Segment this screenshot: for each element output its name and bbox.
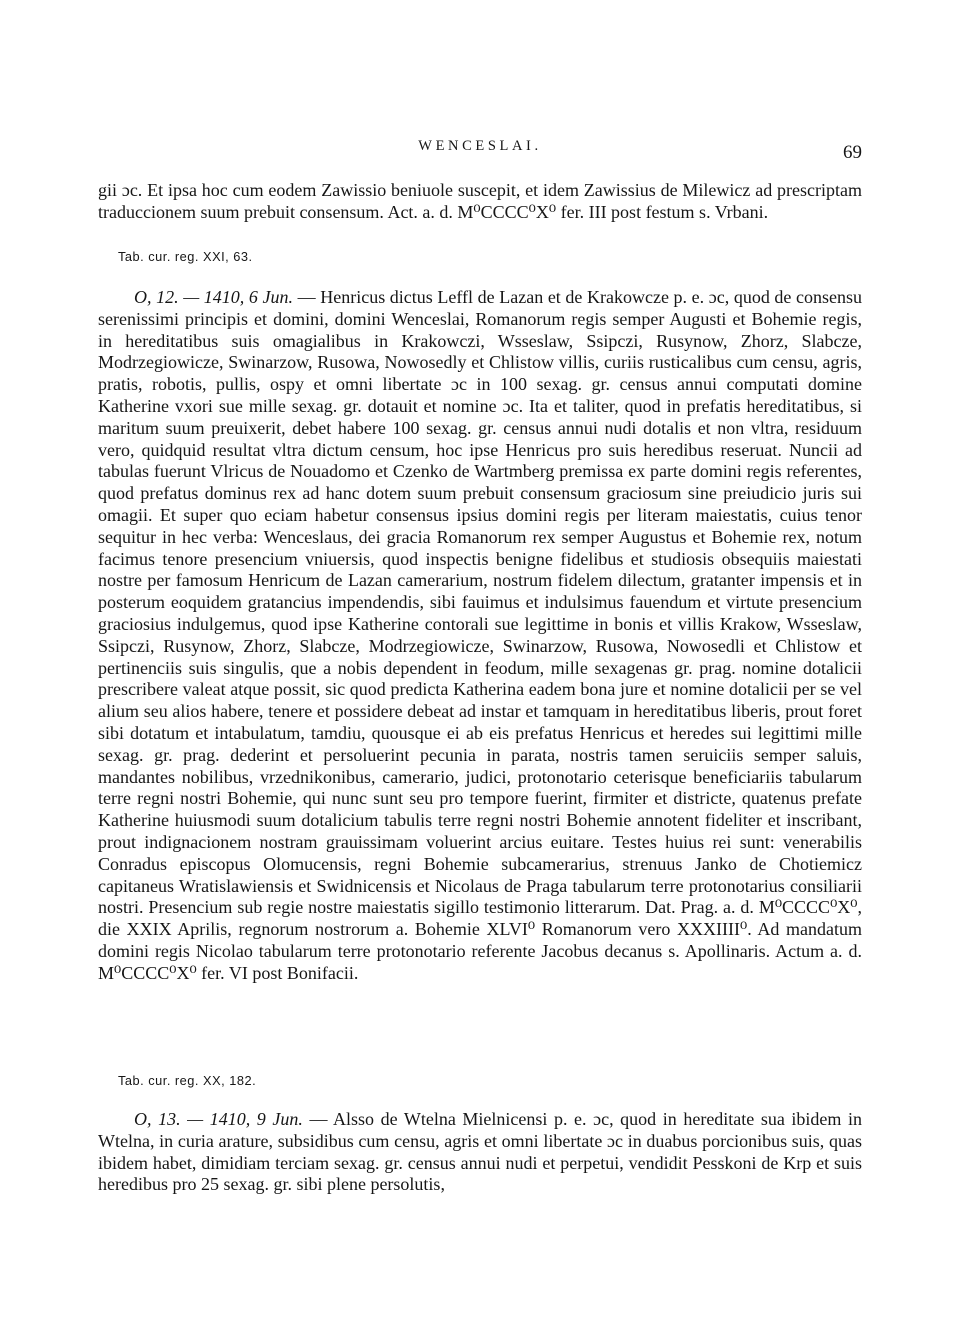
- entry-o13-paragraph: [98, 1109, 862, 1196]
- page-number: 69: [843, 142, 862, 163]
- entry-o12-paragraph: [98, 287, 862, 985]
- continuation-paragraph: [98, 180, 862, 224]
- entry-o12: [98, 287, 862, 985]
- entry-o13-reference: O, 13. — 1410, 9 Jun.: [134, 1109, 303, 1129]
- entry-o12-text: — Henricus dictus Leffl de Lazan et de Krakowcze p. e. ɔc, quod de consensu serenissimi principis et domini, domini Wenceslai, Romanorum regis semper Augusti et Bohemie regis, in hereditatibus suis omagialibus in Krakowczi, Wsseslaw, Ssipczi, Rusynow, Zhorz, Slabcze, Modrzegiowicze, Swinarzow, Rusowa, Nowosedly et Chlistow villis, curiis rusticalibus cum censu, agris, pratis, robotis, pullis, ospy et omni libertate ɔc in 100 sexag. gr. census annui computati domine Katherine vxori sue mille sexag. gr. dotauit et nomine ɔc. Ita et taliter, quod in prefatis hereditatibus, si maritum suum preuixerit, debet habere 100 sexag. gr. census annui nudi dotalis et non vltra, residuum vero, quidquid resultat vltra dictum censum, hoc ipse Henricus pro suis heredibus reseruat. Nuncii ad tabulas fuerunt Vlricus de Nouadomo et Czenko de Wartmberg premissa ex parte domini regis referentes, quod prefatus dominus rex ad hanc dotem suum prebuit consensum graciosum sine preiudicio juris sui omagii. Et super quo eciam habetur consensus ipsius domini regis per literam maiestatis, cuius tenor sequitur in hec verba: Wenceslaus, dei gracia Romanorum rex semper Augustus et Bohemie rex, notum facimus tenore presencium vniuersis, quod inspectis benigne fidelibus et studiosis obsequiis maiestati nostre per famosum Henricum de Lazan camerarium, nostrum fidelem dilectum, gratanter impensis et in posterum eoquidem gratancius impendendis, sibi fauimus et indulsimus fauendum et virtute presencium graciosius indulgemus, quod ipse Katherine contorali sue legittime in bonis et villis Krakow, Wsseslaw, Ssipczi, Rusynow, Zhorz, Slabcze, Modrzegiowicze, Swinarzow, Rusowa, Nowosedli et Chlistow et pertinenciis suis singulis, que a nobis dependent in feodum, mille sexagenas gr. prag. nomine dotalicii prescribere valeat atque possit, sic quod predicta Katherina eadem bona jure et nomine dotalicii per se vel alium seu alios habere, tenere et possidere debeat ad instar et tamquam in hereditatibus liberis, prout foret sibi dotatum et intabulatum, tamdiu, quousque ei ab eis prefatus Henricus et heredes sui legittimi mille sexag. gr. prag. dederint et persoluerint pecunia in parata, nostris tamen seruiciis semper saluis, mandantes nobilibus, vrzednikonibus, camerario, judici, protonotario ceterisque beneficiariis tabularum terre regni nostri Bohemie, qui nunc sunt seu pro tempore fuerint, firmiter et districte, quatenus prefate Katherine huiusmodi suum dotalicium tabulis terre regni nostri Bohemie annotent fideliter et inscribant, prout indignacionem nostram grauissimam voluerint arcius euitare. Testes huius rei sunt: venerabilis Conradus episcopus Olomucensis, regni Bohemie subcamerarius, strenuus Janko de Chotiemicz capitaneus Wratislawiensis et Swidnicensis et Nicolaus de Praga tabularum terre protonotarius consiliarii nostri. Presencium sub regie nostre maiestatis sigillo testimonio litterarum. Dat. Prag. a. d. M⁰CCCC⁰X⁰, die XXIX Aprilis, regnorum nostrorum a. Bohemie XLVI⁰ Romanorum vero XXXIIII⁰. Ad mandatum domini regis Nicolao tabularum terre protonotario referente Jacobus decanus s. Apollinaris. Actum a. d. M⁰CCCC⁰X⁰ fer. VI post Bonifacii.: [98, 287, 863, 983]
- entry-o13: [98, 1109, 862, 1196]
- entry-o12-source: Tab. cur. reg. XX, 182.: [118, 1073, 257, 1088]
- entry-o13-text: — Alsso de Wtelna Mielnicensi p. e. ɔc, quod in hereditate sua ibidem in Wtelna, in curia arature, subsidibus cum censu, agris et omni libertate ɔc in duabus porcionibus suis, quas ibidem habet, dimidiam terciam sexag. gr. census annui nudi et perpetui, vendidit Pesskoni de Krp et suis heredibus pro 25 sexag. gr. sibi plene persolutis,: [98, 1109, 863, 1195]
- continuation-source: Tab. cur. reg. XXI, 63.: [118, 249, 253, 264]
- entry-o12-reference: O, 12. — 1410, 6 Jun.: [134, 287, 294, 307]
- running-head: WENCESLAI.: [418, 138, 542, 154]
- continuation-text: gii ɔc. Et ipsa hoc cum eodem Zawissio beniuole suscepit, et idem Zawissius de Milewicz ad prescriptam traduccionem suum prebuit consensum. Act. a. d. M⁰CCCC⁰X⁰ fer. III post festum s. Vrbani.: [98, 180, 862, 222]
